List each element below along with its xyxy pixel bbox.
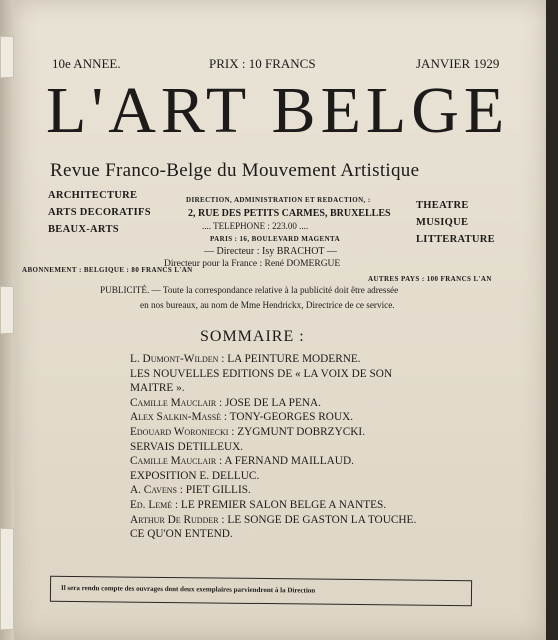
toc-author: Edouard Woroniecki: [130, 425, 229, 438]
toc-author: Camille Mauclair: [130, 455, 217, 468]
publicity-line-2: en nos bureaux, au nom de Mme Hendrickx, Directrice de ce service.: [140, 300, 395, 310]
toc-item: [130, 410, 430, 425]
binding-tab: [0, 36, 14, 78]
toc-author: A. Cavens: [130, 484, 177, 497]
director: — Directeur : Isy BRACHOT —: [204, 246, 337, 257]
toc-title: CE QU'ON ENTEND.: [130, 528, 233, 541]
toc-title: LES NOUVELLES EDITIONS DE « LA VOIX DE SON MAITRE ».: [130, 367, 393, 395]
toc-author: Alex Salkin-Massé: [130, 411, 222, 424]
category-left: ARCHITECTURE: [48, 190, 138, 201]
subscription-other: AUTRES PAYS : 100 FRANCS L'AN: [368, 275, 492, 283]
toc-title: : A FERNAND MAILLAUD.: [216, 455, 354, 468]
category-left: BEAUX-ARTS: [48, 224, 119, 235]
toc-item: [130, 483, 430, 498]
category-right: LITTERATURE: [416, 234, 495, 245]
toc-title: : PIET GILLIS.: [176, 484, 251, 497]
toc-title: SERVAIS DETILLEUX.: [130, 440, 244, 453]
binding-tab: [0, 286, 14, 334]
toc-item: [130, 352, 430, 367]
issue-year: 10e ANNEE.: [52, 56, 121, 71]
footer-notice-box: [50, 576, 472, 606]
category-left: ARTS DECORATIFS: [48, 207, 151, 218]
toc-title: : LA PEINTURE MODERNE.: [218, 353, 361, 365]
toc-item: [130, 527, 430, 542]
toc-author: Arthur De Rudder: [130, 513, 219, 526]
toc-item: [130, 469, 430, 484]
toc-title: : TONY-GEORGES ROUX.: [221, 411, 354, 424]
toc-title: : ZYGMUNT DOBRZYCKI.: [228, 425, 366, 438]
toc-author: Ed. Lemé: [130, 498, 173, 511]
toc-item: [130, 498, 430, 513]
director-france: Directeur pour la France : René DOMERGUE: [164, 259, 341, 269]
toc-item: [130, 425, 430, 440]
toc-item: [130, 367, 430, 396]
category-right: MUSIQUE: [416, 217, 469, 228]
binding-tab: [0, 528, 14, 630]
masthead-subtitle: Revue Franco-Belge du Mouvement Artistique: [50, 160, 420, 181]
administration-address: 2, RUE DES PETITS CARMES, BRUXELLES: [188, 208, 391, 219]
toc-item: [130, 440, 430, 455]
category-right: THEATRE: [416, 200, 469, 211]
toc-item: [130, 513, 430, 528]
toc-title: : JOSE DE LA PENA.: [216, 396, 322, 409]
sommaire-heading: SOMMAIRE :: [200, 328, 305, 345]
subscription-belgium: ABONNEMENT : BELGIQUE : 80 FRANCS L'AN: [22, 266, 193, 274]
administration-label: DIRECTION, ADMINISTRATION ET REDACTION, :: [186, 196, 371, 204]
toc-title: : LE PREMIER SALON BELGE A NANTES.: [172, 498, 387, 511]
toc-author: L. Dumont-Wilden: [130, 353, 219, 365]
masthead-title: L'ART BELGE: [46, 74, 510, 147]
magazine-cover-page: [14, 0, 546, 640]
issue-date: JANVIER 1929: [416, 56, 500, 71]
toc-author: Camille Mauclair: [130, 396, 217, 409]
administration-phone: .... TELEPHONE : 223.00 ....: [202, 221, 309, 231]
toc-item: [130, 396, 430, 411]
publicity-line-1: PUBLICITÉ. — Toute la correspondance relative à la publicité doit être adressée: [100, 285, 399, 295]
table-of-contents: [130, 352, 430, 542]
toc-title: EXPOSITION E. DELLUC.: [130, 469, 260, 482]
footer-notice: Il sera rendu compte des ouvrages dont deux exemplaires parviendront à la Direction: [60, 583, 316, 595]
toc-title: : LE SONGE DE GASTON LA TOUCHE.: [218, 513, 417, 526]
paris-office: PARIS : 16, BOULEVARD MAGENTA: [210, 235, 341, 243]
toc-item: [130, 454, 430, 469]
price: PRIX : 10 FRANCS: [209, 56, 316, 71]
